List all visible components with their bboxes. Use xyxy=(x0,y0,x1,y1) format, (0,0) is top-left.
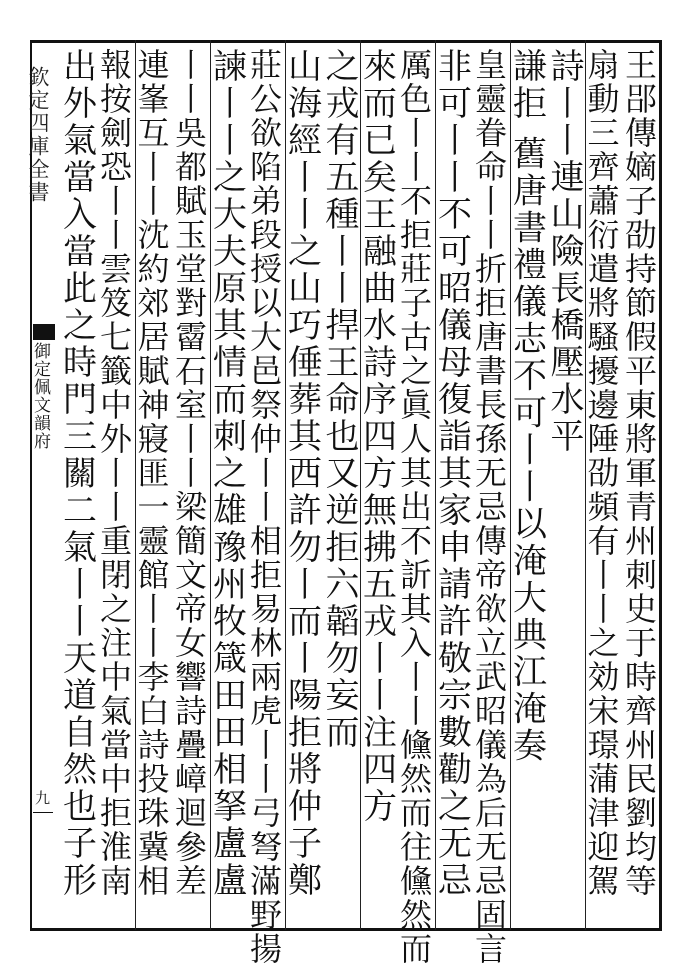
text-column: 詩丨丨連山險長橋壓水平 xyxy=(544,48,584,455)
text-column: 來而已矣王融曲水詩序四方無拂五戎丨丨注四方 xyxy=(356,48,397,825)
right-border-line xyxy=(659,40,662,930)
bottom-border-line xyxy=(30,928,662,931)
column-divider xyxy=(285,40,286,930)
text-column: 連峯互丨丨沈約郊居賦神寢匪一靈館丨丨李白詩投珠冀相 xyxy=(132,48,171,898)
text-column: 諫丨丨之大夫原其情而刺之雄豫州牧箴田田相拏盧盧 xyxy=(206,48,247,899)
column-divider xyxy=(510,40,511,930)
book-title: 欽定四庫全書 xyxy=(26,66,50,204)
text-column: 皇靈眷命丨丨折拒唐書長孫无忌傳帝欲立武昭儀為后无忌固言 xyxy=(470,48,508,966)
column-divider xyxy=(210,40,211,930)
text-column: 出外氣當入當此之時門三關二氣丨丨天道自然也子形 xyxy=(56,48,97,899)
text-column: 報按劍恐丨丨雲笈七籤中外丨丨重閉之注中氣當中拒淮南 xyxy=(95,48,133,898)
text-column: 謙拒 舊唐書禮儀志不可丨丨以淹大典江淹奏 xyxy=(506,48,547,765)
text-column: 厲色丨丨不拒莊子古之眞人其出不訢其入丨丨儵然而往儵然而 xyxy=(395,48,433,966)
page-number-rule xyxy=(33,812,53,813)
text-column: 扇動三齊蕭衍遣將騷擾邊陲劭頻有丨丨之効宋璟蒲津迎駕 xyxy=(582,48,621,898)
top-border-line xyxy=(30,40,662,43)
page-number: 九 xyxy=(33,790,51,805)
text-column: 莊公欲陷弟段授以大邑祭仲丨丨相拒易林兩虎丨丨弓弩滿野揚 xyxy=(245,48,283,966)
fore-edge-strip xyxy=(26,42,53,926)
column-divider xyxy=(435,40,436,930)
text-column: 山海經丨丨之山巧倕葬其西許勿丨而丨陽拒將仲子鄭 xyxy=(281,48,322,899)
text-column: 王郘傳嫡子劭持節假平東將軍青州刺史于時齊州民劉均等 xyxy=(620,48,658,898)
column-divider xyxy=(360,40,361,930)
fish-tail-mark xyxy=(33,324,55,340)
text-column: 丨丨吳都賦玉堂對霤石室丨丨梁簡文帝女響詩疊嶂迴參差 xyxy=(170,48,208,898)
text-column: 非可丨丨不可昭儀母復詣其家申請許敬宗數勸之无忌 xyxy=(431,48,472,899)
work-title: 御定佩文韻府 xyxy=(30,342,50,450)
column-divider xyxy=(135,40,136,930)
column-divider xyxy=(585,40,586,930)
text-column: 之戎有五種丨丨捍王命也又逆拒六韜勿妄而 xyxy=(319,48,359,751)
